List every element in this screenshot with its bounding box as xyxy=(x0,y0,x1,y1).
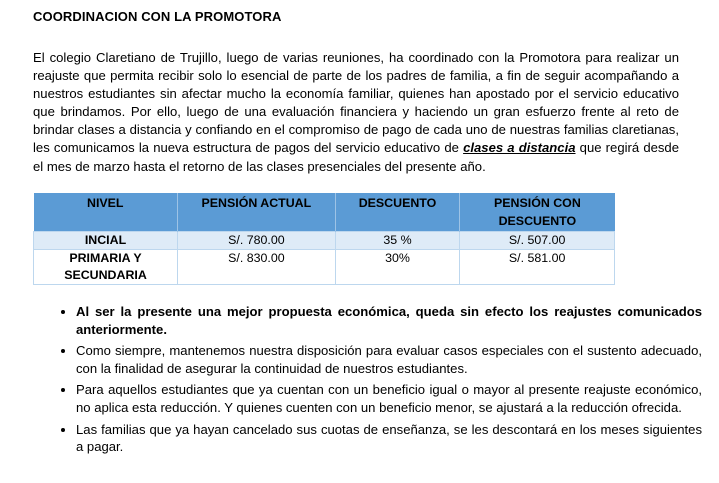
cell-descuento: 30% xyxy=(335,250,460,285)
header-nivel: NIVEL xyxy=(34,193,178,232)
header-descuento: DESCUENTO xyxy=(335,193,460,232)
cell-pension-actual: S/. 780.00 xyxy=(178,232,336,250)
list-item: • Para aquellos estudiantes que ya cuentan con un beneficio igual o mayor al presente reajuste económico, no aplica esta reducción. Y quienes cuenten con un beneficio menor, se ajustará a la reducción ofrecida. xyxy=(76,381,702,416)
cell-nivel: PRIMARIA Y SECUNDARIA xyxy=(34,250,178,285)
list-item: • Al ser la presente una mejor propuesta económica, queda sin efecto los reajustes comunicados anteriormente. xyxy=(76,303,702,338)
cell-pension-actual: S/. 830.00 xyxy=(178,250,336,285)
cell-pension-con-descuento: S/. 507.00 xyxy=(460,232,615,250)
intro-text: El colegio Claretiano de Trujillo, luego de varias reuniones, ha coordinado con la Promotora para realizar un reajuste que permita recibir solo lo esencial de parte de los padres de familia, a fin de seguir acompañando a nuestros estudiantes sin afectar mucho la economía familiar, quienes han apostado por el servicio educativo que brindamos. Por ello, luego de una evaluación financiera y haciendo un gran esfuerzo frente al reto de brindar clases a distancia y confiando en el compromiso de pago de cada uno de nuestras familias claretianas, les comunicamos la nueva estructura de pagos del servicio educativo de xyxy=(33,50,679,156)
fees-table xyxy=(33,193,615,285)
cell-nivel: INCIAL xyxy=(34,232,178,250)
cell-descuento: 35 % xyxy=(335,232,460,250)
intro-emphasis: clases a distancia xyxy=(463,140,576,156)
intro-text-end: que regirá desde el mes de marzo hasta el retorno de las clases presenciales del presente año. xyxy=(33,140,679,174)
table-row xyxy=(34,250,615,285)
table-header-row xyxy=(34,193,615,232)
table-row xyxy=(34,232,615,250)
intro-paragraph xyxy=(33,49,679,176)
header-pension-con-descuento: PENSIÓN CON DESCUENTO xyxy=(460,193,615,232)
header-pension-actual: PENSIÓN ACTUAL xyxy=(178,193,336,232)
list-item: • Las familias que ya hayan cancelado sus cuotas de enseñanza, se les descontará en los meses siguientes a pagar. xyxy=(76,421,702,456)
document-title: COORDINACION CON LA PROMOTORA xyxy=(33,9,282,24)
notes-list xyxy=(53,303,702,460)
cell-pension-con-descuento: S/. 581.00 xyxy=(460,250,615,285)
list-item: • Como siempre, mantenemos nuestra disposición para evaluar casos especiales con el sustento adecuado, con la finalidad de asegurar la continuidad de nuestros estudiantes. xyxy=(76,342,702,377)
